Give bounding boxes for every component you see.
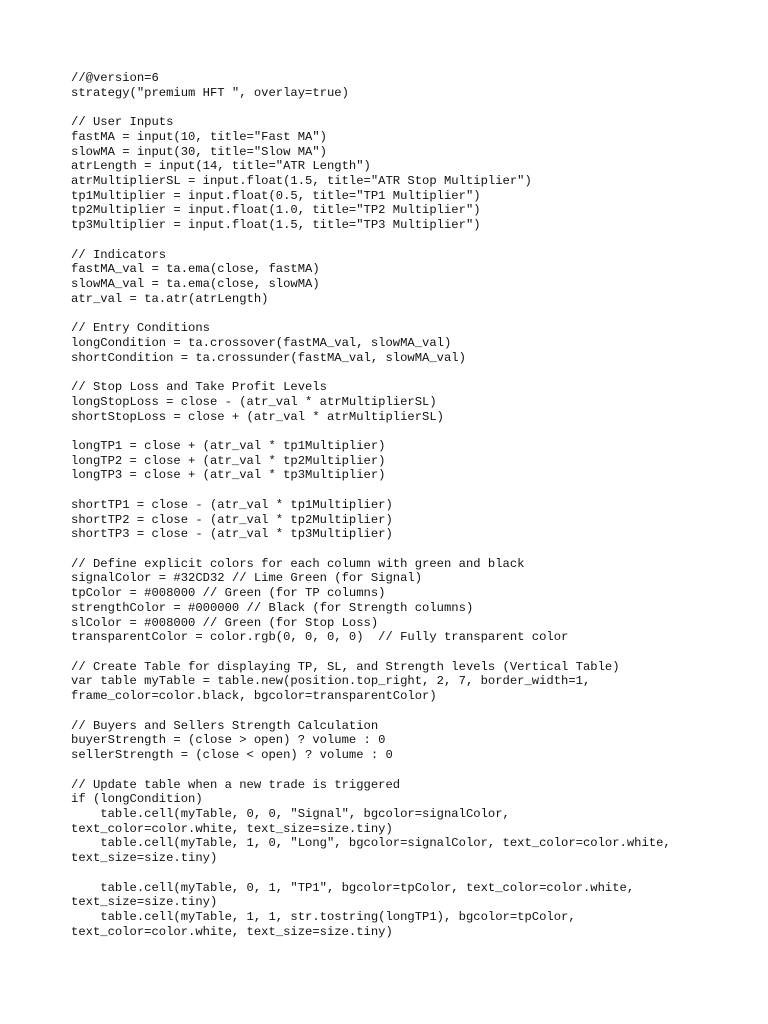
code-line: transparentColor = color.rgb(0, 0, 0, 0) // Fully transparent color [71, 630, 569, 645]
code-line: tp1Multiplier = input.float(0.5, title="TP1 Multiplier") [71, 188, 481, 203]
blank-line [71, 307, 751, 322]
code-line: longCondition = ta.crossover(fastMA_val, slowMA_val) [71, 335, 452, 350]
blank-line [71, 424, 751, 439]
code-line: longTP2 = close + (atr_val * tp2Multiplier) [71, 453, 386, 468]
code-line: shortTP2 = close - (atr_val * tp2Multiplier) [71, 512, 393, 527]
blank-line [71, 100, 751, 115]
code-line: table.cell(myTable, 0, 0, "Signal", bgcolor=signalColor, [71, 806, 510, 821]
code-line: text_color=color.white, text_size=size.tiny) [71, 924, 393, 939]
blank-line [71, 645, 751, 660]
code-line: slowMA_val = ta.ema(close, slowMA) [71, 277, 320, 292]
code-line: tp3Multiplier = input.float(1.5, title="TP3 Multiplier") [71, 218, 481, 233]
code-line: shortTP1 = close - (atr_val * tp1Multiplier) [71, 497, 393, 512]
code-line: table.cell(myTable, 1, 1, str.tostring(longTP1), bgcolor=tpColor, [71, 909, 576, 924]
code-line: // User Inputs [71, 115, 174, 130]
code-line: // Stop Loss and Take Profit Levels [71, 380, 327, 395]
code-line: //@version=6 [71, 71, 159, 85]
code-line: // Define explicit colors for each column with green and black [71, 556, 525, 571]
code-line: atr_val = ta.atr(atrLength) [71, 291, 269, 306]
code-line: sellerStrength = (close < open) ? volume : 0 [71, 748, 393, 763]
code-line: tpColor = #008000 // Green (for TP columns) [71, 586, 386, 601]
blank-line [71, 866, 751, 881]
code-line: fastMA_val = ta.ema(close, fastMA) [71, 262, 320, 277]
code-line: fastMA = input(10, title="Fast MA") [71, 129, 327, 144]
code-line: frame_color=color.black, bgcolor=transparentColor) [71, 689, 437, 704]
blank-line [71, 542, 751, 557]
code-line: signalColor = #32CD32 // Lime Green (for Signal) [71, 571, 423, 586]
code-document [71, 71, 751, 939]
code-line: // Create Table for displaying TP, SL, and Strength levels (Vertical Table) [71, 659, 620, 674]
code-line: atrMultiplierSL = input.float(1.5, title="ATR Stop Multiplier") [71, 174, 532, 189]
code-line: shortStopLoss = close + (atr_val * atrMultiplierSL) [71, 409, 444, 424]
blank-line [71, 365, 751, 380]
code-line: shortCondition = ta.crossunder(fastMA_val, slowMA_val) [71, 350, 466, 365]
code-line: text_size=size.tiny) [71, 851, 218, 866]
blank-line [71, 704, 751, 719]
code-line: atrLength = input(14, title="ATR Length") [71, 159, 371, 174]
blank-line [71, 233, 751, 248]
code-line: strengthColor = #000000 // Black (for Strength columns) [71, 600, 474, 615]
code-line: slColor = #008000 // Green (for Stop Loss) [71, 615, 379, 630]
code-line: strategy("premium HFT ", overlay=true) [71, 85, 349, 100]
code-line: shortTP3 = close - (atr_val * tp3Multiplier) [71, 527, 393, 542]
code-line: // Buyers and Sellers Strength Calculation [71, 718, 379, 733]
blank-line [71, 763, 751, 778]
code-line: longTP1 = close + (atr_val * tp1Multiplier) [71, 438, 386, 453]
code-line: // Update table when a new trade is triggered [71, 777, 401, 792]
code-line: text_size=size.tiny) [71, 895, 218, 910]
blank-line [71, 483, 751, 498]
code-line: if (longCondition) [71, 792, 203, 807]
code-line: table.cell(myTable, 0, 1, "TP1", bgcolor=tpColor, text_color=color.white, [71, 880, 635, 895]
code-line: var table myTable = table.new(position.top_right, 2, 7, border_width=1, [71, 674, 591, 689]
code-line: buyerStrength = (close > open) ? volume : 0 [71, 733, 386, 748]
code-line: table.cell(myTable, 1, 0, "Long", bgcolor=signalColor, text_color=color.white, [71, 836, 671, 851]
code-line: longTP3 = close + (atr_val * tp3Multiplier) [71, 468, 386, 483]
code-line: longStopLoss = close - (atr_val * atrMultiplierSL) [71, 394, 437, 409]
code-line: // Entry Conditions [71, 321, 210, 336]
code-line: tp2Multiplier = input.float(1.0, title="TP2 Multiplier") [71, 203, 481, 218]
code-line: text_color=color.white, text_size=size.tiny) [71, 821, 393, 836]
code-line: slowMA = input(30, title="Slow MA") [71, 144, 327, 159]
code-line: // Indicators [71, 247, 167, 262]
